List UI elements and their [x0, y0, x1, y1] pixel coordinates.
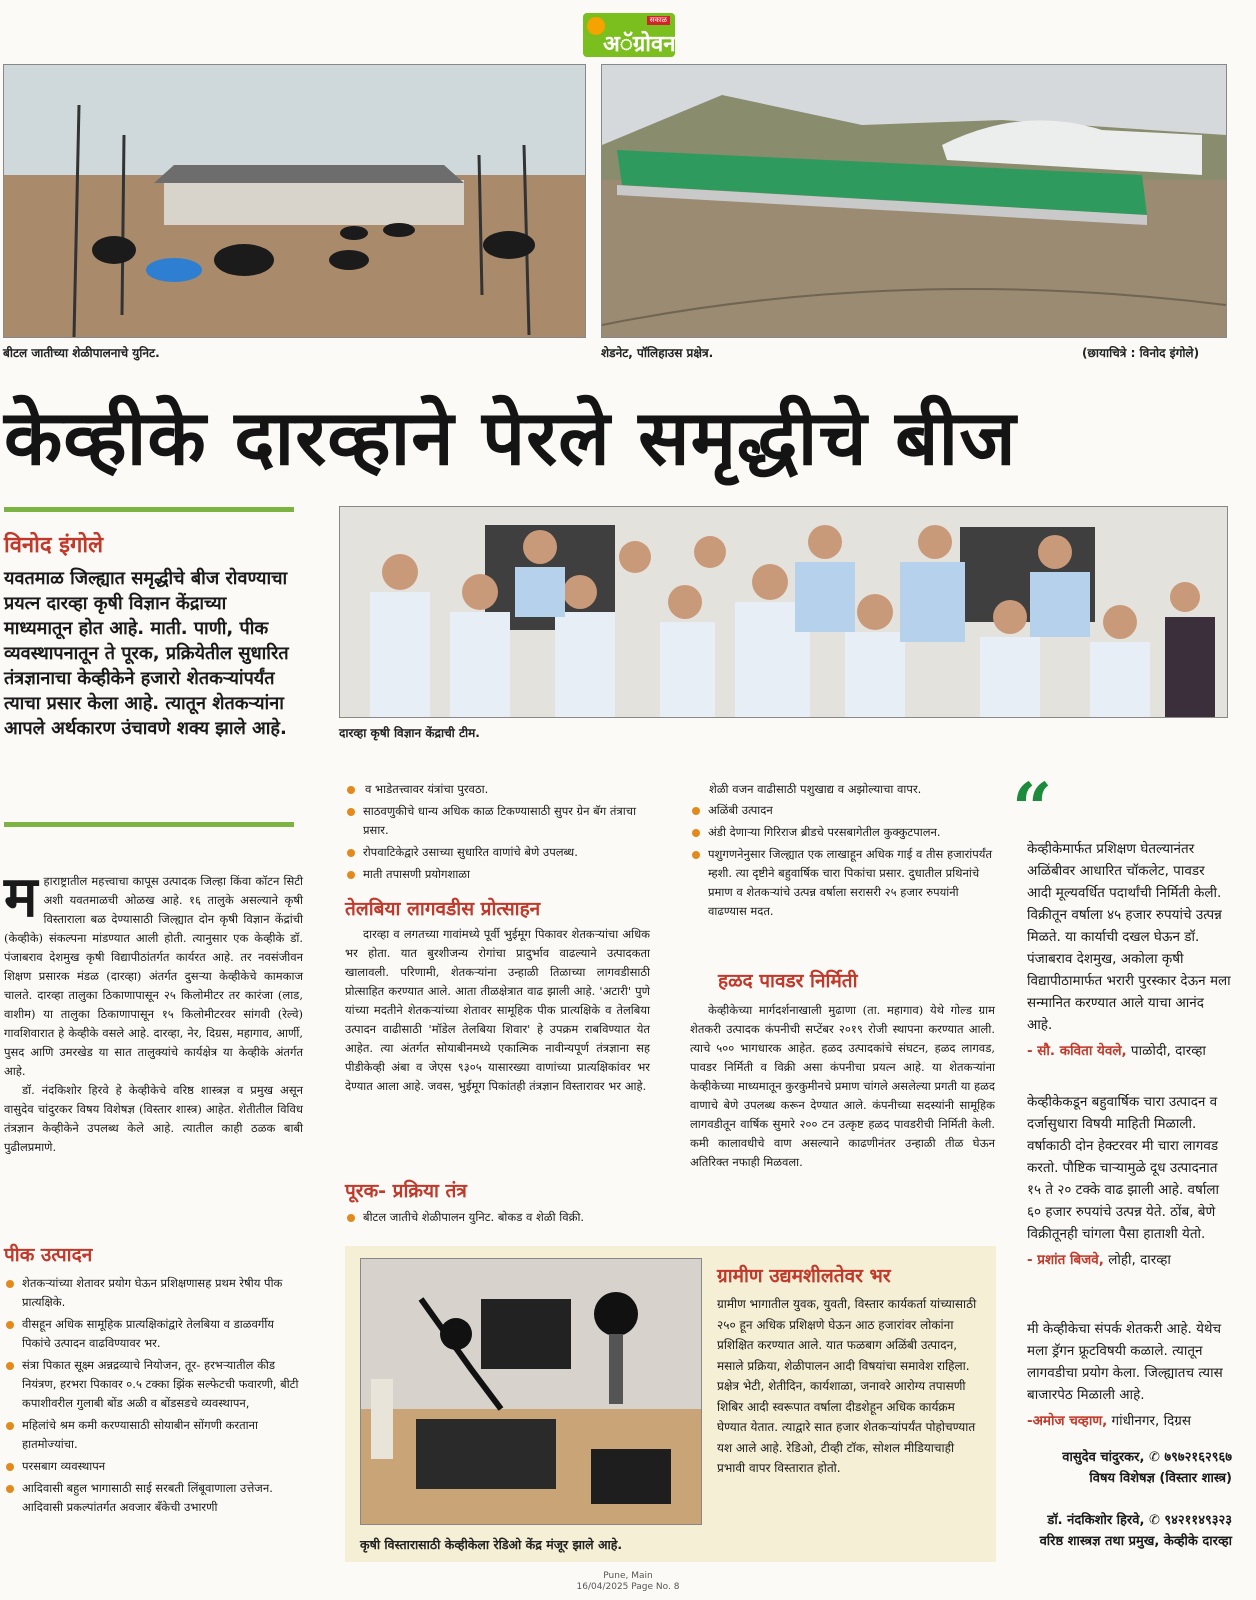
- column-1-body: [4, 864, 303, 1157]
- phone-icon: ✆: [1148, 1513, 1160, 1528]
- intro-bottom-rule: [4, 822, 294, 827]
- phone-icon: ✆: [1148, 1450, 1160, 1465]
- goat-unit-photo: [3, 64, 586, 338]
- processing-subhead: पूरक- प्रक्रिया तंत्र: [345, 1180, 467, 1202]
- column-2-top-list: [345, 780, 650, 887]
- list-item: रोपवाटिकेद्वारे उसाच्या सुधारित वाणांचे बेणे उपलब्ध.: [345, 843, 650, 862]
- page-footer: [520, 1571, 736, 1593]
- testimonial-place: लोही, दारव्हा: [1103, 1252, 1171, 1268]
- contact-1: [1010, 1447, 1232, 1489]
- testimonial-place: पाळोदी, दारव्हा: [1126, 1043, 1206, 1059]
- radio-photo-caption: कृषी विस्तारासाठी केव्हीकेला रेडिओ केंद्र मंजूर झाले आहे.: [360, 1537, 623, 1552]
- entrepreneurship-subhead: ग्रामीण उद्यमशीलतेवर भर: [717, 1265, 891, 1287]
- oilseed-paragraph: दारव्हा व लगतच्या गावांमध्ये पूर्वी भुईमूग पिकावर शेतकऱ्यांचा अधिक भर होता. यात बुरशीजन्य रोगांचा प्रादुर्भाव वाढल्याने उत्पादकता खालावली. परिणामी, शेतकऱ्यांना उन्हाळी तिळाच्या लागवडीसाठी प्रोत्साहित करण्यात आले. आता तीळक्षेत्रात वाढ झाली आहे. 'अटारी' पुणे यांच्या मदतीने शेतकऱ्यांच्या शेतावर सामूहिक पीक प्रात्यक्षिके व तेलबिया उत्पादन वाढीसाठी 'मॉडेल तेलबिया शिवार' हे उपक्रम राबविण्यात येत आहेत. त्या अंतर्गत सोयाबीनमध्ये एकात्मिक नावीन्यपूर्ण तंत्रज्ञाना सह पीडीकेव्ही अंबा व जेएस ९३०५ यासारख्या वाणांच्या प्रात्यक्षिकांवर भर देण्यात आला आहे. जवस, भुईमूग पिकांतही तंत्रज्ञान विस्तारावर भर आहे.: [345, 927, 650, 1093]
- contact-title: विषय विशेषज्ञ (विस्तार शास्त्र): [1089, 1471, 1232, 1486]
- goat-photo-caption: बीटल जातीच्या शेळीपालनाचे युनिट.: [3, 346, 160, 360]
- publisher-label: सकाळ: [647, 16, 670, 25]
- list-item: साठवणुकीचे धान्य अधिक काळ टिकण्यासाठी सुपर ग्रेन बॅग तंत्राचा प्रसार.: [345, 802, 650, 840]
- oilseed-subhead: तेलबिया लागवडीस प्रोत्साहन: [345, 898, 541, 920]
- list-item: वीसहून अधिक सामूहिक प्रात्यक्षिकांद्वारे तेलबिया व डाळवर्गीय पिकांचे उत्पादन वाढविण्यावर भर.: [4, 1315, 306, 1353]
- intro-top-rule: [4, 507, 294, 512]
- testimonial-name: -अमोज चव्हाण,: [1027, 1413, 1108, 1429]
- testimonial-3: [1027, 1318, 1232, 1432]
- column-1-paragraph-2: डॉ. नंदकिशोर हिरवे हे केव्हीकेचे वरिष्ठ शास्त्रज्ञ व प्रमुख असून वासुदेव चांदुरकर विषय विशेषज्ञ (विस्तार शास्त्र) आहेत. शेतीतील विविध तंत्रज्ञान केव्हीकेने उपलब्ध केले आहे. त्यातील काही ठळक बाबी पुढीलप्रमाणे.: [4, 1083, 303, 1154]
- testimonial-text: केव्हीकेकडून बहुवार्षिक चारा उत्पादन व दर्जासुधारा विषयी माहिती मिळाली. वर्षाकाठी दोन हेक्टरवर मी चारा लागवड करतो. पौष्टिक चाऱ्यामुळे दूध उत्पादनात १५ ते २० टक्के वाढ झाली आहे. वर्षाला ६० हजार रुपयांचे उत्पन्न येते. ठोंब, बेणे विक्रीतूनही चांगला पैसा हाताशी येतो.: [1027, 1094, 1220, 1242]
- contact-name: वासुदेव चांदुरकर,: [1062, 1450, 1145, 1465]
- turmeric-paragraph: केव्हीकेच्या मार्गदर्शनाखाली मुढाणा (ता. महागाव) येथे गोल्ड ग्राम शेतकरी उत्पादक कंपनीची सप्टेंबर २०१९ रोजी स्थापना करण्यात आली. त्याचे ५०० भागधारक आहेत. हळद उत्पादकांचे संघटन, हळद लागवड, पावडर निर्मिती व विक्री असा कंपनीचा प्रयत्न आहे. या शेतकऱ्यांना केव्हीकेच्या माध्यमातून कुरकुमीनचे प्रमाण चांगले असलेल्या प्रगती या हळद वाणाचे बेणे उपलब्ध करून देण्यात आले. कंपनीच्या सदस्यांनी सामूहिक लागवडीतून वार्षिक सुमारे २०० टन उत्कृष्ट हळद पावडरीची निर्मिती केली. कमी कालावधीचे वाण असल्याने काढणीनंतर उन्हाळी तीळ घेऊन अतिरिक्त नफाही मिळवला.: [690, 1003, 995, 1169]
- list-item: अळिंबी उत्पादन: [690, 801, 995, 820]
- list-item: शेतकऱ्यांच्या शेतावर प्रयोग घेऊन प्रशिक्षणासह प्रथम रेषीय पीक प्रात्यक्षिके.: [4, 1274, 306, 1312]
- list-item: अंडी देणाऱ्या गिरिराज ब्रीडचे परसबागेतील कुक्कुटपालन.: [690, 823, 995, 842]
- crop-production-subhead: पीक उत्पादन: [4, 1244, 93, 1266]
- list-item: माती तपासणी प्रयोगशाळा: [345, 865, 650, 884]
- list-item: व भाडेतत्त्वावर यंत्रांचा पुरवठा.: [345, 780, 650, 799]
- column-3-lead: शेळी वजन वाढीसाठी पशुखाद्य व अझोल्याचा वापर.: [709, 782, 922, 796]
- testimonial-name: - प्रशांत बिजवे,: [1027, 1252, 1104, 1268]
- testimonial-name: - सौ. कविता येवले,: [1027, 1043, 1127, 1059]
- contact-phone: ९४२११४९३२३: [1164, 1513, 1232, 1528]
- team-photo-caption: दारव्हा कृषी विज्ञान केंद्राची टीम.: [339, 726, 480, 740]
- contact-2: [1000, 1510, 1232, 1552]
- column-1-paragraph-1: हाराष्ट्रातील महत्त्वाचा कापूस उत्पादक जिल्हा किंवा कॉटन सिटी अशी यवतमाळची ओळख आहे. १६ तालुके असल्याने कृषी विस्ताराला बळ देण्यासाठी जिल्ह्यात दोन कृषी विज्ञान केंद्रांची (केव्हीके) संकल्पना मांडण्यात आली होती. त्यानुसार एक केव्हीके डॉ. पंजाबराव देशमुख कृषी विद्यापीठांतर्गत कार्यरत आहे. तर नवसंजीवन शिक्षण प्रसारक मंडळ (दारव्हा) अंतर्गत दुसऱ्या केव्हीकेचे कामकाज चालते. दारव्हा तालुका ठिकाणापासून २५ किलोमीटर तर कारंजा (लाड, वाशीम) या तालुका ठिकाणापासून १५ किलोमीटरवर सांगवी (रेल्वे) गावशिवारात हे केव्हीके वसले आहे. दारव्हा, नेर, दिग्रस, महागाव, आर्णी, पुसद आणि उमरखेड या सात तालुक्यांचे कार्यक्षेत्र या केव्हीके अंतर्गत आहे.: [4, 874, 303, 1078]
- rural-entrepreneurship-box: [345, 1246, 996, 1562]
- contact-phone: ७९७२१६२९६७: [1164, 1450, 1232, 1465]
- contact-name: डॉ. नंदकिशोर हिरवे,: [1047, 1513, 1145, 1528]
- list-item: बीटल जातीचे शेळीपालन युनिट. बोकड व शेळी विक्री.: [345, 1208, 650, 1227]
- quote-mark-icon: “: [1012, 767, 1053, 850]
- list-item: संत्रा पिकात सूक्ष्म अन्नद्रव्याचे नियोजन, तूर- हरभऱ्यातील कीड नियंत्रण, हरभरा पिकावर ०.५ टक्का झिंक सल्फेटची फवारणी, बीटी कपाशीवरील गुलाबी बोंड अळी व बोंडसडचे व्यवस्थापन,: [4, 1356, 306, 1413]
- byline: विनोद इंगोले: [4, 533, 103, 558]
- agrowon-logo: [583, 13, 675, 57]
- entrepreneurship-paragraph: ग्रामीण भागातील युवक, युवती, विस्तार कार्यकर्ता यांच्यासाठी २५० हून अधिक प्रशिक्षणे घेऊन आठ हजारांवर लोकांना प्रशिक्षित करण्यात आले. यात फळबाग अळिंबी उत्पादन, मसाले प्रक्रिया, शेळीपालन आदी विषयांचा समावेश राहिला. प्रक्षेत्र भेटी, शेतीदिन, कार्यशाळा, जनावरे आरोग्य तपासणी शिबिर आदी स्वरूपात वर्षाला दीडशेहून अधिक कार्यक्रम घेण्यात येतात. त्याद्वारे सात हजार शेतकऱ्यांपर्यंत पोहोचण्यात यश आले आहे. रेडिओ, टीव्ही टॉक, सोशल मीडियाचाही प्रभावी वापर विस्तारात होतो.: [717, 1297, 977, 1475]
- footer-edition: Pune, Main: [603, 1571, 653, 1581]
- headline: केव्हीके दारव्हाने पेरले समृद्धीचे बीज: [4, 393, 1017, 482]
- dropcap: म: [4, 864, 38, 930]
- list-item: पशुगणनेनुसार जिल्ह्यात एक लाखाहून अधिक गाई व तीस हजारांपर्यंत म्हशी. त्या दृष्टीने बहुवार्षिक चारा पिकांचा प्रसार. दुधातील प्रथिनांचे प्रमाण व शेतकऱ्यांचे उत्पन्न वर्षाला सरासरी २५ हजार रुपयांनी वाढण्यास मदत.: [690, 845, 995, 921]
- list-item: परसबाग व्यवस्थापन: [4, 1457, 306, 1476]
- testimonial-text: केव्हीकेमार्फत प्रशिक्षण घेतल्यानंतर अळिंबीवर आधारित चॉकलेट, पावडर आदी मूल्यवर्धित पदार्थांची निर्मिती केली. विक्रीतून वर्षाला ४५ हजार रुपयांचे उत्पन्न मिळते. या कार्याची दखल घेऊन डॉ. पंजाबराव देशमुख, अकोला कृषी विद्यापीठामार्फत भरारी पुरस्कार देऊन मला सन्मानित करण्यात आले याचा आनंद आहे.: [1027, 841, 1231, 1033]
- column-3-list: [690, 801, 995, 924]
- footer-date-page: 16/04/2025 Page No. 8: [576, 1582, 680, 1592]
- contact-title: वरिष्ठ शास्त्रज्ञ तथा प्रमुख, केव्हीके दारव्हा: [1039, 1534, 1232, 1549]
- testimonial-text: मी केव्हीकेचा संपर्क शेतकरी आहे. येथेच मला ड्रॅगन फ्रूटविषयी कळाले. त्यातून लागवडीचा प्रयोग केला. जिल्ह्यातच त्यास बाजारपेठ मिळाली आहे.: [1027, 1321, 1223, 1403]
- intro-paragraph: यवतमाळ जिल्ह्यात समृद्धीचे बीज रोवण्याचा प्रयत्न दारव्हा कृषी विज्ञान केंद्राच्या माध्यमातून होत आहे. माती. पाणी, पीक व्यवस्थापनातून ते पूरक, प्रक्रियेतील सुधारित तंत्रज्ञानाचा केव्हीकेने हजारो शेतकऱ्यांपर्यंत त्याचा प्रसार केला आहे. त्यातून शेतकऱ्यांना आपले अर्थकारण उंचावणे शक्य झाले आहे.: [4, 568, 289, 739]
- shadenet-photo: [601, 64, 1227, 338]
- testimonial-2: [1027, 1091, 1232, 1271]
- brand-name: अॅग्रोवन: [603, 32, 676, 57]
- testimonial-place: गांधीनगर, दिग्रस: [1107, 1413, 1192, 1429]
- shadenet-photo-caption: शेडनेट, पॉलिहाउस प्रक्षेत्र.: [601, 346, 714, 360]
- radio-studio-photo: [360, 1258, 702, 1525]
- testimonial-1: [1027, 838, 1232, 1062]
- photo-credit: (छायाचित्रे : विनोद इंगोले): [1082, 346, 1200, 360]
- list-item: आदिवासी बहुल भागासाठी साई सरबती लिंबूवाणाला उत्तेजन. आदिवासी प्रकल्पांतर्गत अवजार बँकेची उभारणी: [4, 1479, 306, 1517]
- crop-production-list: [4, 1274, 306, 1520]
- team-photo: [339, 506, 1228, 718]
- list-item: महिलांचे श्रम कमी करण्यासाठी सोयाबीन सोंगणी करताना हातमोज्यांचा.: [4, 1416, 306, 1454]
- processing-list: [345, 1208, 650, 1230]
- turmeric-subhead: हळद पावडर निर्मिती: [718, 970, 858, 992]
